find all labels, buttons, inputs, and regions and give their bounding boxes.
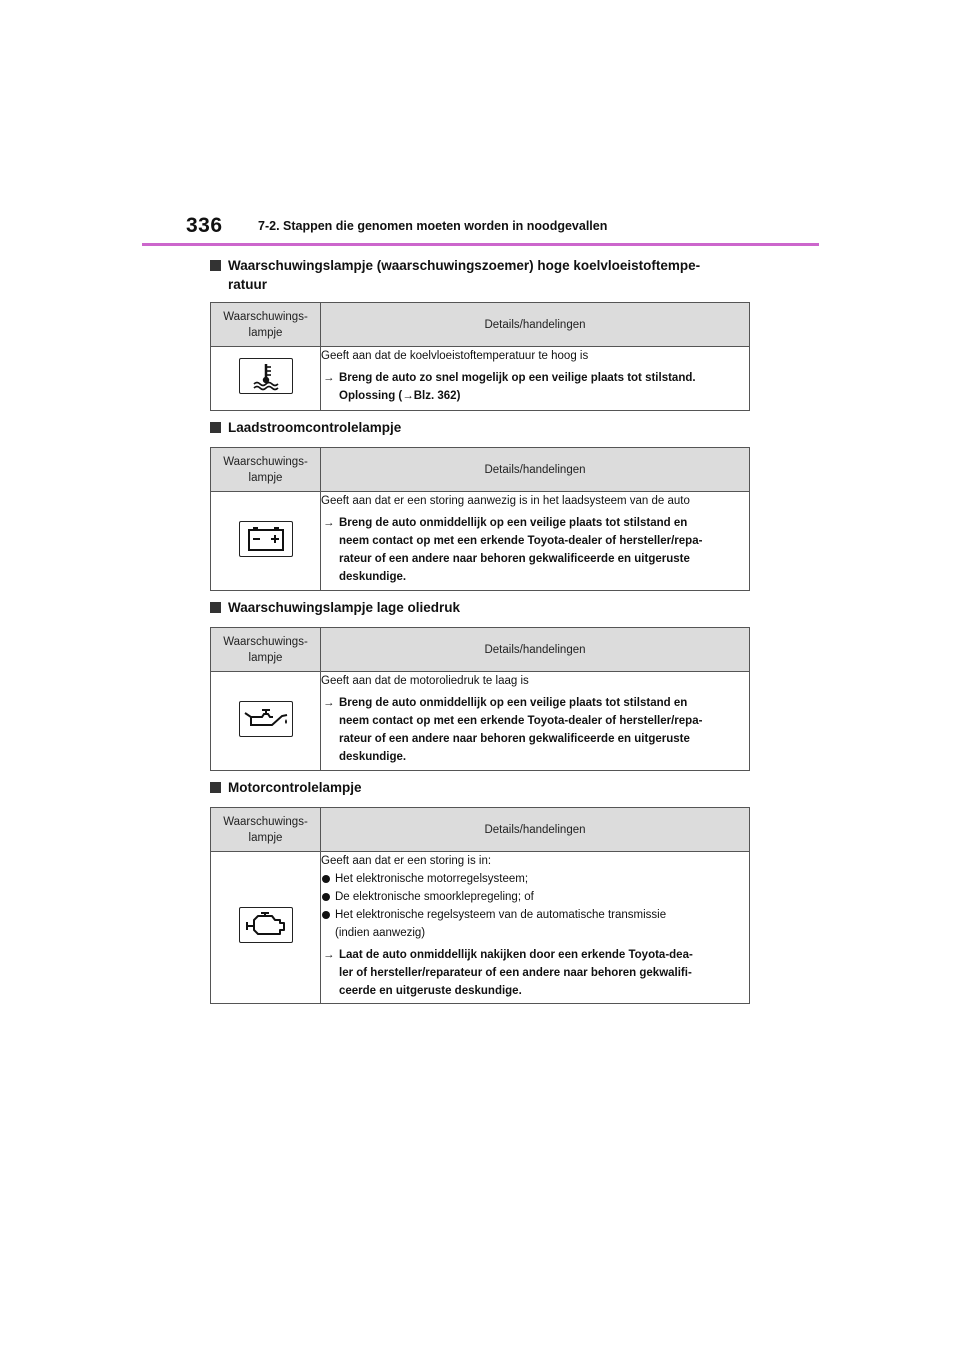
list-item: De elektronische smoorklepregeling; of (321, 888, 749, 906)
section-heading: Motorcontrolelampje (210, 778, 750, 797)
round-bullet-icon (322, 893, 330, 901)
details-cell (321, 492, 750, 591)
description-text: Geeft aan dat de motoroliedruk te laag is (321, 675, 529, 687)
warning-table (210, 447, 750, 591)
square-bullet-icon (210, 260, 221, 271)
description-text: Geeft aan dat er een storing aanwezig is in het laadsysteem van de auto (321, 495, 690, 507)
column-header-details: Details/handelingen (321, 303, 750, 347)
round-bullet-icon (322, 875, 330, 883)
section-heading: Waarschuwingslampje lage oliedruk (210, 598, 750, 617)
action-text: → Breng de auto onmiddellijk op een veilige plaats tot stilstand en neem contact op met een erkende Toyota-dealer of hersteller/repa- rateur of een andere naar behoren gekwalificeerde en uitgeruste deskundige. (321, 514, 749, 586)
arrow-icon: → (323, 517, 335, 529)
square-bullet-icon (210, 422, 221, 433)
description-text: Geeft aan dat de koelvloeistoftemperatuur te hoog is (321, 350, 589, 362)
coolant-temperature-icon (239, 358, 293, 394)
action-text: → Breng de auto onmiddellijk op een veilige plaats tot stilstand en neem contact op met een erkende Toyota-dealer of hersteller/repa- rateur of een andere naar behoren gekwalificeerde en uitgeruste deskundige. (321, 694, 749, 766)
column-header-warning-light: Waarschuwings- lampje (211, 448, 321, 492)
icon-cell (211, 492, 321, 591)
square-bullet-icon (210, 602, 221, 613)
action-text: → Laat de auto onmiddellijk nakijken door een erkende Toyota-dea- ler of hersteller/reparateur of een andere naar behoren gekwalifi- ceerde en uitgeruste deskundige. (321, 946, 749, 1000)
section-heading: Waarschuwingslampje (waarschuwingszoemer) hoge koelvloeistoftempe- ratuur (210, 256, 750, 294)
column-header-warning-light: Waarschuwings- lampje (211, 303, 321, 347)
warning-table (210, 627, 750, 771)
section-heading: Laadstroomcontrolelampje (210, 418, 750, 437)
icon-cell (211, 852, 321, 1004)
warning-table (210, 302, 750, 411)
column-header-details: Details/handelingen (321, 808, 750, 852)
square-bullet-icon (210, 782, 221, 793)
check-engine-icon (239, 907, 293, 943)
column-header-details: Details/handelingen (321, 448, 750, 492)
arrow-icon: → (323, 372, 335, 384)
details-cell (321, 672, 750, 771)
arrow-icon: → (323, 949, 335, 961)
battery-icon (239, 521, 293, 557)
description-text: Geeft aan dat er een storing is in: (321, 855, 492, 867)
section-coolant-temperature (210, 256, 750, 411)
round-bullet-icon (322, 911, 330, 919)
details-cell (321, 347, 750, 411)
action-text: → Breng de auto zo snel mogelijk op een veilige plaats tot stilstand. Oplossing (→Blz. 362) (321, 369, 749, 405)
arrow-icon: → (323, 697, 335, 709)
column-header-details: Details/handelingen (321, 628, 750, 672)
column-header-warning-light: Waarschuwings- lampje (211, 808, 321, 852)
details-cell (321, 852, 750, 1004)
icon-cell (211, 347, 321, 411)
oil-pressure-icon (239, 701, 293, 737)
page-number: 336 (186, 214, 223, 237)
header-divider (142, 243, 819, 246)
section-oil-pressure (210, 598, 750, 771)
chapter-title: 7-2. Stappen die genomen moeten worden in noodgevallen (258, 219, 608, 233)
section-check-engine (210, 778, 750, 1004)
warning-table (210, 807, 750, 1004)
list-item: Het elektronische regelsysteem van de automatische transmissie (indien aanwezig) (321, 906, 749, 942)
section-charging (210, 418, 750, 591)
column-header-warning-light: Waarschuwings- lampje (211, 628, 321, 672)
list-item: Het elektronische motorregelsysteem; (321, 870, 749, 888)
icon-cell (211, 672, 321, 771)
